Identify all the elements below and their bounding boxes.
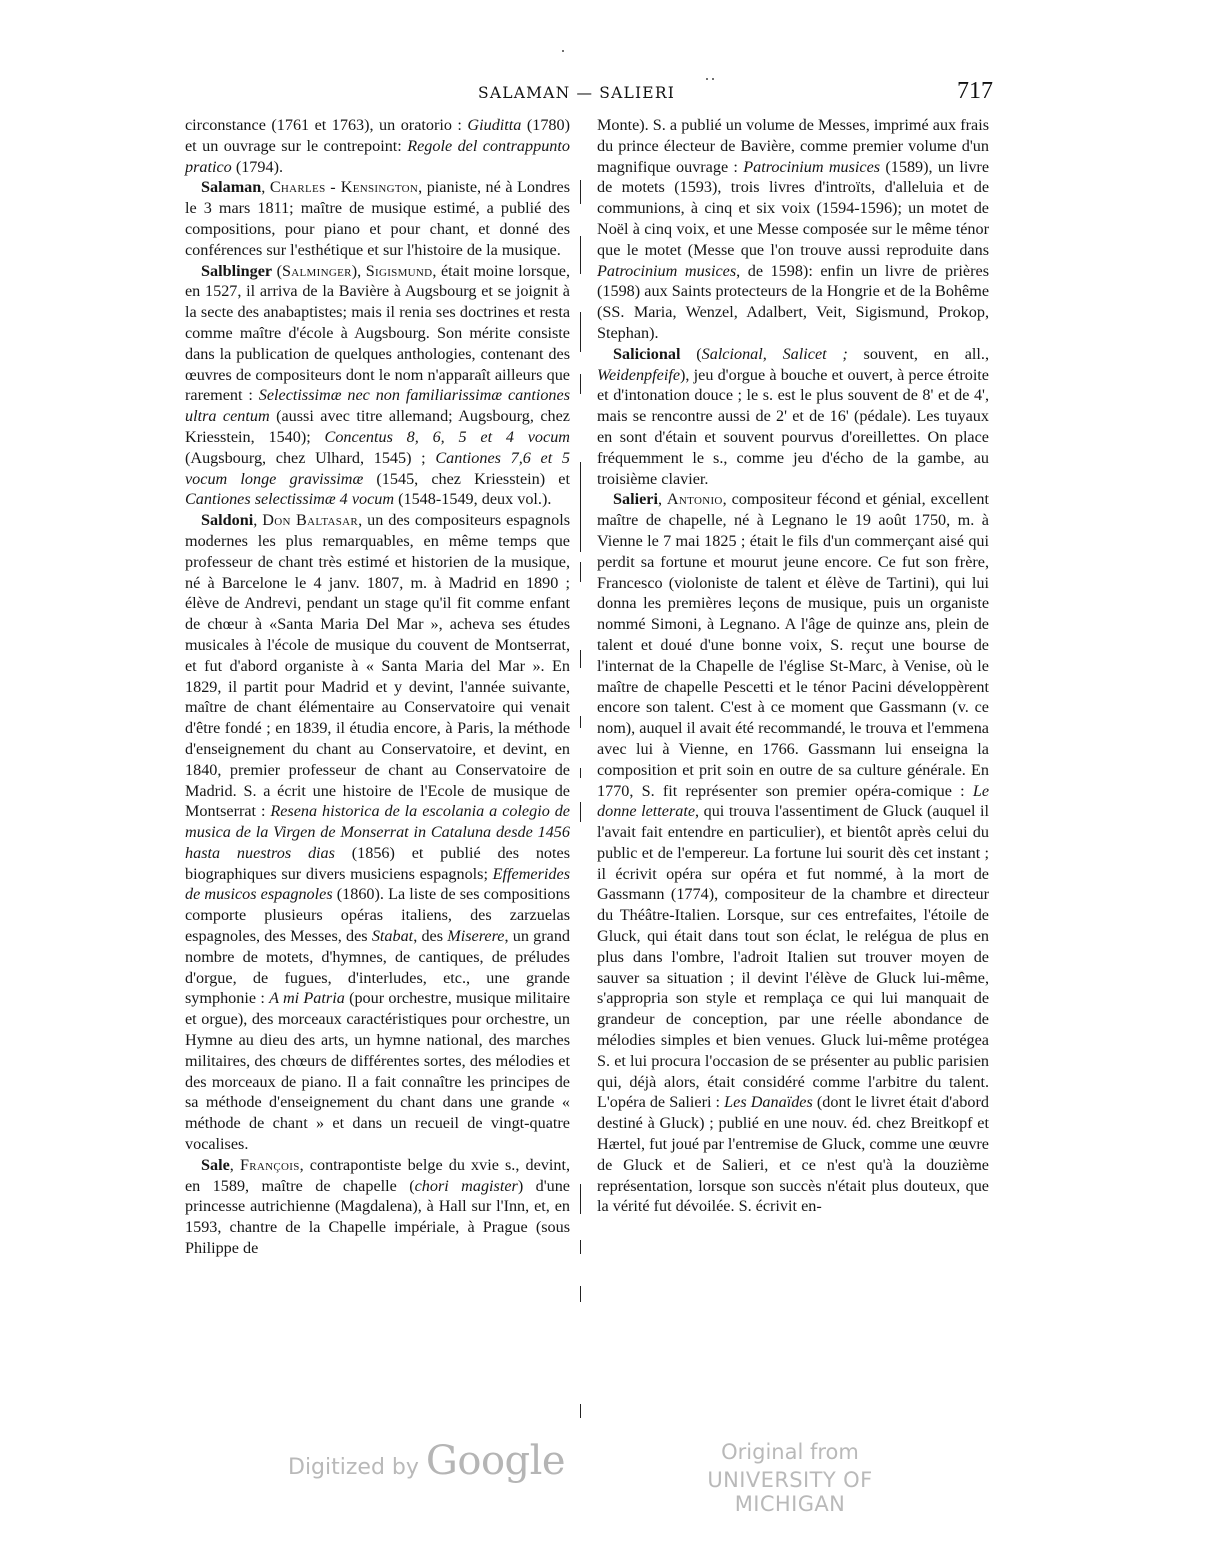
column-rule xyxy=(580,1240,581,1254)
headword: Salicional xyxy=(613,344,681,363)
entry-paragraph xyxy=(185,510,570,1155)
column-rule xyxy=(580,716,581,728)
column-rule xyxy=(580,374,581,394)
entry-paragraph xyxy=(185,1155,570,1259)
headword: Salieri xyxy=(613,490,658,509)
work-title: Regole del contrappunto pratico xyxy=(185,136,570,176)
entry-text: ), jeu d'orgue à bouche et ouvert, à perce étroite et d'intonation douce ; le s. est le plus souvent de 8' et de 4', mais se rencontre aussi de 2' et de 16' (pédale). Les tuyaux en sont d'étain et souvent pourvus d'oreillettes. On place fréquemment le s., comme jeu d'écho de la gambe, au troisième clavier. xyxy=(597,365,989,488)
entry-text: (1860). La liste de ses compositions comporte plusieurs opéras italiens, des zarzuelas espagnoles, des Messes, des xyxy=(185,885,571,946)
work-title: Cantiones 7,6 et 5 vocum longe gravissimæ xyxy=(185,448,570,488)
work-title: A mi Patria xyxy=(269,989,345,1008)
entry-text: (1794). xyxy=(231,157,284,176)
column-rule xyxy=(580,1184,581,1214)
entry-text: , pianiste, né à Londres le 3 mars 1811; maître de musique estimé, a publié des compositions, pour piano et pour chant, et donné des conférences sur l'esthétique et sur l'histoire de la musique. xyxy=(185,178,571,259)
running-title: SALAMAN — SALIERI xyxy=(478,84,676,102)
work-title: Stabat xyxy=(371,927,414,946)
scan-speck xyxy=(712,78,714,80)
entry-text: (dont le livret était d'abord destiné à Gluck) ; publié en une nouv. éd. chez Breitkopf et Hærtel, fut joué par l'entremise de Gluck, comme une œuvre de Gluck et de Salieri, et ce n'est qu'à la douzième représentation, lorsque son succès n'était plus douteux, que la vérité fut dévoilée. S. écrivit en- xyxy=(597,1093,989,1216)
column-rule xyxy=(580,768,581,778)
page-number: 717 xyxy=(957,78,993,104)
headword: Salblinger xyxy=(201,261,273,280)
person-name: Don Baltasar xyxy=(262,511,359,530)
entry-text: ( xyxy=(272,261,282,280)
entry-text: , xyxy=(261,178,270,197)
column-rule xyxy=(580,1404,581,1418)
entry-text: (1780) et un ouvrage sur le contrepoint: xyxy=(185,116,571,155)
entry-paragraph xyxy=(597,489,989,1217)
work-title: Patrocinium musices xyxy=(743,157,881,176)
entry-text: , qui trouva l'assentiment de Gluck (auquel il l'avait fait entendre en particulier), et bientôt après celui du public et de l'empereur. La fortune lui sourit dès cet instant ; il écrivit opéra sur opéra et fut nommé, à la mort de Gassmann (1774), compositeur de la chambre et directeur du Théâtre-Italien. Lorsque, sur ces entrefaites, l'étoile de Gluck, qui était dans tout son éclat, le relégua de plus en plus dans l'ombre, l'adroit Italien sut trouver moyen de sauver sa situation ; il devint l'élève de Gluck lui-même, s'appropria son style et remplaça ce qui lui manquait de grandeur de conception, par une réelle abondance de mélodies simples et bien venues. Gluck lui-même protégea S. et lui procura l'occasion de se présenter au public parisien qui, déjà alors, était considéré comme l'arbitre du talent. L'opéra de Salieri : xyxy=(597,802,990,1112)
headword: Salaman xyxy=(201,178,262,197)
university-label: UNIVERSITY OF MICHIGAN xyxy=(707,1468,873,1516)
work-title: Selectissimæ nec non familiarissimæ cantiones ultra centum xyxy=(185,386,570,426)
column-rule xyxy=(580,802,581,822)
entry-text: (1589), un livre de motets (1593), trois livres d'introïts, d'alleluia et de communions, à cinq et six voix (1594-1596); un motet de Noël à cinq voix, et une Messe composée sur le même ténor que le motet (Messe que l'on trouve aussi reproduite dans xyxy=(597,157,989,259)
work-title: Concentus 8, 6, 5 et 4 vocum xyxy=(324,427,570,446)
google-logo-text: Google xyxy=(425,1438,566,1484)
work-title: Effemerides de musicos espagnoles xyxy=(185,864,570,904)
entry-text: , de 1598): enfin un livre de prières (1598) aux Saints protecteurs de la Hongrie et de la Bohême (SS. Maria, Wenzel, Adalbert, Veit, Sigismund, Prokop, Stephan). xyxy=(597,261,989,342)
entry-text: , xyxy=(657,490,667,509)
work-title: Miserere xyxy=(447,927,505,946)
original-from-watermark xyxy=(660,1440,920,1516)
work-title: Cantiones selectissimæ 4 vocum xyxy=(185,490,395,509)
entry-paragraph xyxy=(185,261,570,511)
entry-text: , un des compositeurs espagnols modernes les plus remarquables, en même temps que professeur de chant très estimé et historien de la musique, né à Barcelone le 4 janv. 1807, m. à Madrid en 1890 ; élève de Andrevi, pendant un stage qu'il fit comme enfant de chœur à «Santa Maria Del Mar », acheva ses études musicales à l'école de musique du couvent de Montserrat, et fut d'abord organiste à « Santa Maria del Mar ». En 1829, il partit pour Madrid et y devint, l'année suivante, maître de chant élémentaire au Conservatoire qui venait d'être fondé ; en 1839, il étudia encore, à Paris, la méthode d'enseignement du chant au Conservatoire, et devint, en 1840, premier professeur de chant au Conservatoire de Madrid. S. a écrit une histoire de l'Ecole de musique de Montserrat : xyxy=(185,511,571,821)
right-column xyxy=(597,115,989,1217)
entry-text: ) d'une princesse autrichienne (Magdalena), à Hall sur l'Inn, et, en 1593, chantre de la Chapelle impériale, à Prague (sous Philippe de xyxy=(185,1176,570,1258)
person-name: Sigismund xyxy=(365,261,433,280)
work-title: Les Danaïdes xyxy=(724,1093,813,1112)
work-title: Weidenpfeife xyxy=(597,365,681,384)
column-rule xyxy=(580,236,581,274)
column-rule xyxy=(580,462,581,552)
entry-text: (aussi avec titre allemand; Augsbourg, chez Kriesstein, 1540); xyxy=(185,407,570,446)
entry-text: , compositeur fécond et génial, excellent maître de chapelle, né à Legnano le 19 août 1750, m. à Vienne le 7 mai 1825 ; était le fils d'un commerçant aisé qui perdit sa fortune et mourut jeune encore. Ce fut son frère, Francesco (violoniste de talent et élève de Tartini), qui lui donna les premières leçons de musique, puis un organiste nommé Simoni, à Legnano. A l'âge de quinze ans, plein de talent et doué d'une bonne voix, S. reçut une bourse de l'internat de la Chapelle de l'église St-Marc, à Venise, où le maître de chapelle Pescetti et le ténor Pacini développèrent encore son talent. C'est à ce moment que Gassmann (v. ce nom), auquel il avait été recommandé, le trouva et l'emmena avec lui à Vienne, en 1766. Gassmann lui enseigna la composition et prit soin en outre de sa culture générale. En 1770, S. fit représenter son premier opéra-comique : xyxy=(597,490,989,800)
column-rule xyxy=(580,650,581,668)
work-title: Patrocinium musices xyxy=(597,261,737,280)
headword: Saldoni xyxy=(201,511,254,530)
entry-text: , xyxy=(229,1155,240,1174)
entry-text: , des xyxy=(413,927,448,946)
work-title: Salcional, Salicet ; xyxy=(701,344,848,363)
person-name: Charles - Kensington xyxy=(269,178,419,197)
digitized-prefix: Digitized by xyxy=(288,1455,419,1480)
scan-speck xyxy=(706,78,708,80)
entry-text: ( xyxy=(680,344,702,363)
entry-paragraph xyxy=(185,115,570,177)
entry-text: , xyxy=(253,511,263,530)
scan-speck xyxy=(562,50,564,52)
entry-text: (Augsbourg, chez Ulhard, 1545) ; xyxy=(185,448,436,467)
entry-paragraph xyxy=(597,344,989,490)
work-title: Resena historica de la escolania a colegio de musica de la Virgen de Monserrat in Cataluna desde 1456 hasta nuestros dias xyxy=(185,802,570,862)
column-rule xyxy=(580,1286,581,1302)
work-title: Giuditta xyxy=(467,116,522,134)
original-from-label: Original from xyxy=(721,1440,859,1464)
person-name: François xyxy=(239,1155,300,1174)
entry-text: circonstance (1761 et 1763), un oratorio : xyxy=(185,116,468,134)
work-title: Le donne letterate xyxy=(597,781,989,821)
column-rule xyxy=(580,312,581,352)
entry-text: (1545, chez Kriesstein) et xyxy=(363,469,570,488)
entry-text: , était moine lorsque, en 1527, il arriva de la Bavière à Augsbourg et se joignit à la secte des anabaptistes; mais il renia ses doctrines et resta comme maître d'école à Augsbourg. Son mérite consiste dans la publication de quelques anthologies, contenant des œuvres de compositeurs dont le nom n'apparaît ailleurs que rarement : xyxy=(185,261,570,405)
entry-text: ), xyxy=(351,261,366,280)
entry-text: (pour orchestre, musique militaire et orgue), des morceaux caractéristiques pour orchestre, un Hymne au dieu des arts, un hymne national, des marches militaires, des chœurs de différentes sortes, des mélodies et des morceaux de piano. Il a fait connaître les principes de sa méthode d'enseignement du chant dans une grande « méthode de chant » et dans un recueil de vingt-quatre vocalises. xyxy=(185,989,571,1154)
entry-text: (1548-1549, deux vol.). xyxy=(394,490,552,509)
entry-text: , un grand nombre de motets, d'hymnes, de cantiques, de préludes d'orgue, de fugues, d'interludes, etc., une grande symphonie : xyxy=(185,927,571,1008)
column-rule xyxy=(580,180,581,204)
entry-paragraph xyxy=(597,115,989,344)
entry-paragraph xyxy=(185,177,570,260)
column-rule xyxy=(580,562,581,582)
entry-text: , contrapontiste belge du xvie s., devint, en 1589, maître de chapelle ( xyxy=(185,1155,571,1195)
entry-text: souvent, en all., xyxy=(847,344,990,363)
person-name: Antonio xyxy=(666,490,723,509)
work-title: chori magister xyxy=(414,1176,518,1195)
entry-text: (1856) et publié des notes biographiques sur divers musiciens espagnols; xyxy=(185,843,571,883)
left-column xyxy=(185,115,570,1259)
digitized-by-watermark xyxy=(288,1438,588,1484)
headword: Sale xyxy=(201,1155,230,1174)
person-name: Salminger xyxy=(281,261,352,280)
entry-text: Monte). S. a publié un volume de Messes, imprimé aux frais du prince électeur de Bavière, comme premier volume d'un magnifique ouvrage : xyxy=(597,116,989,176)
